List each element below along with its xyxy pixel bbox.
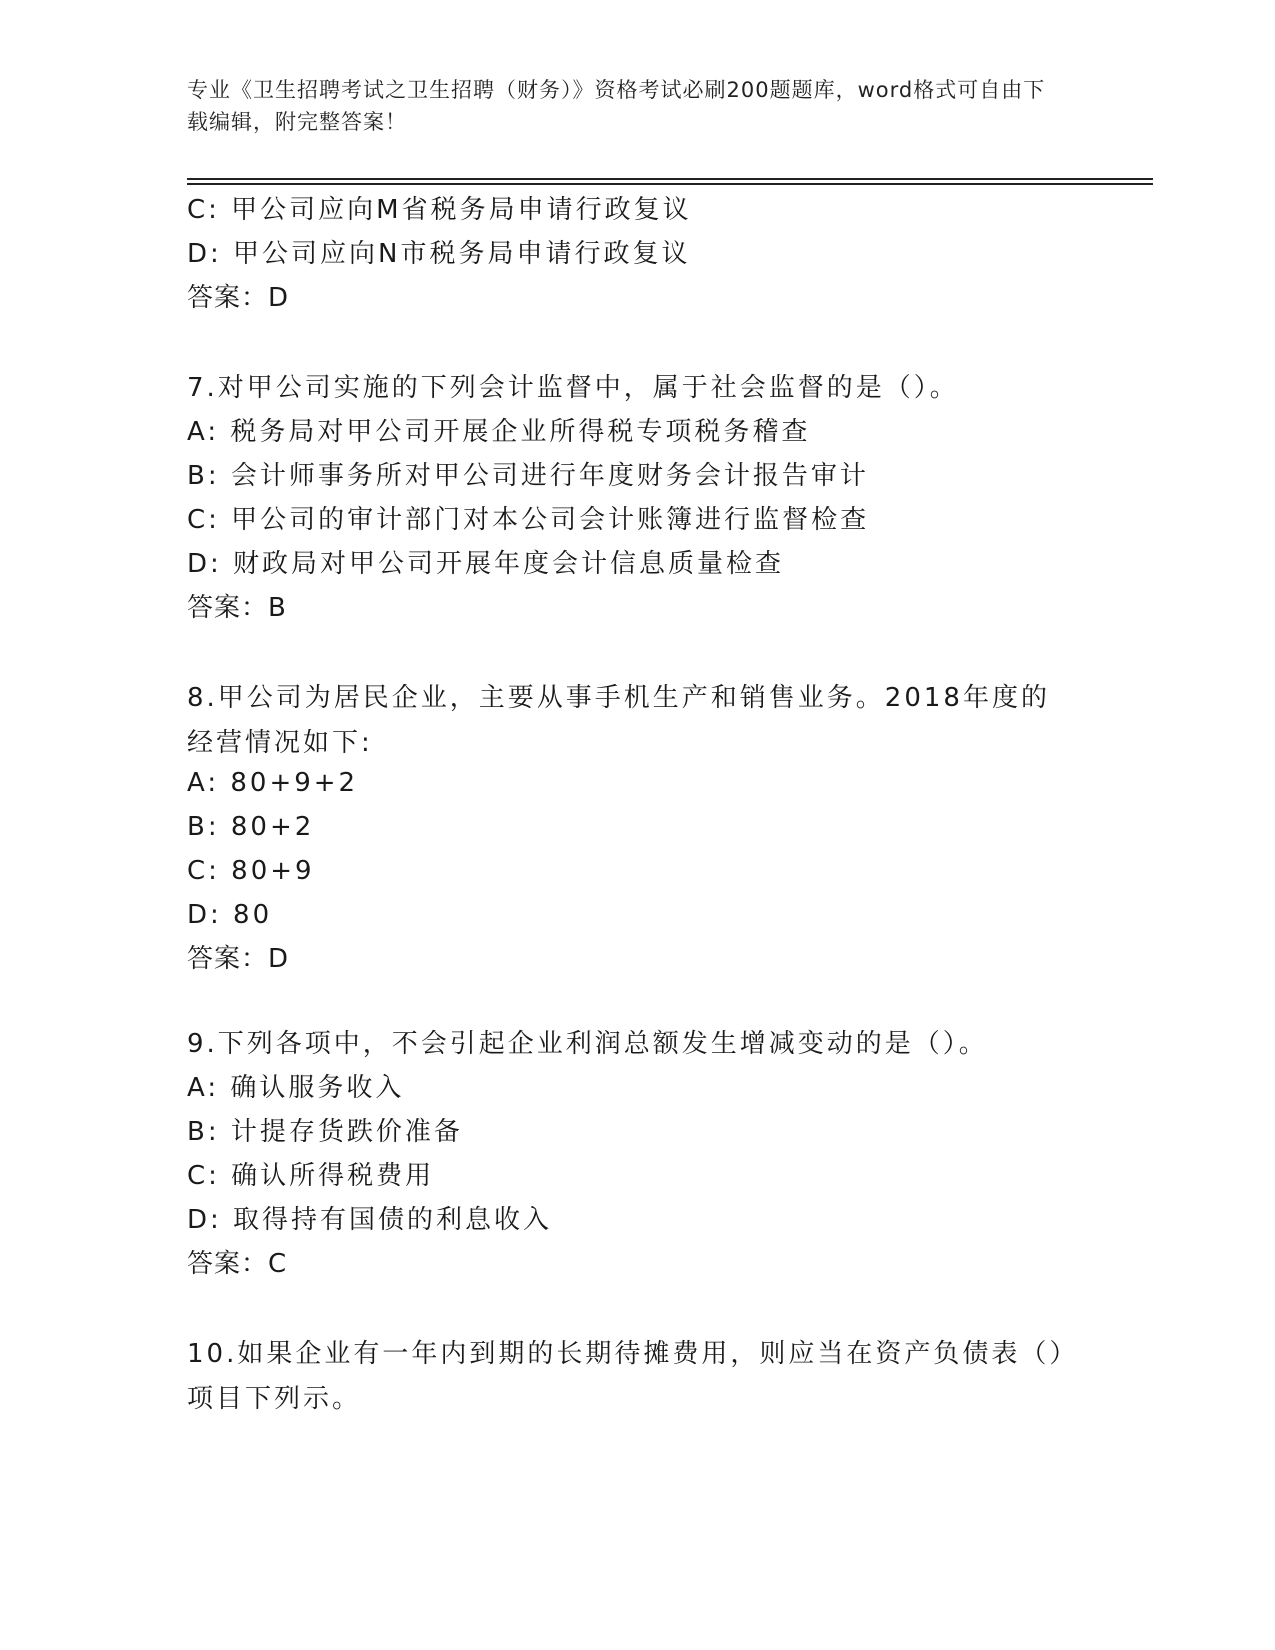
q6-option-d: D: 甲公司应向N市税务局申请行政复议 (187, 239, 691, 269)
q8-answer: 答案：D (187, 944, 290, 974)
q8-option-a: A: 80+9+2 (187, 768, 359, 798)
q8-option-d: D: 80 (187, 900, 273, 930)
q9-option-b: B: 计提存货跌价准备 (187, 1117, 463, 1147)
q9-stem: 9.下列各项中，不会引起企业利润总额发生增减变动的是（）。 (187, 1029, 988, 1059)
q7-stem: 7.对甲公司实施的下列会计监督中，属于社会监督的是（）。 (187, 373, 959, 403)
q6-option-c: C: 甲公司应向M省税务局申请行政复议 (187, 195, 692, 225)
q9-answer: 答案：C (187, 1249, 288, 1279)
q7-option-d: D: 财政局对甲公司开展年度会计信息质量检查 (187, 549, 785, 579)
q9-option-d: D: 取得持有国债的利息收入 (187, 1205, 553, 1235)
q8-stem: 8.甲公司为居民企业，主要从事手机生产和销售业务。2018年度的经营情况如下: (187, 683, 1050, 758)
q7-option-b: B: 会计师事务所对甲公司进行年度财务会计报告审计 (187, 461, 869, 491)
header-divider-top (187, 178, 1153, 180)
q9-option-c: C: 确认所得税费用 (187, 1161, 435, 1191)
q9-option-a: A: 确认服务收入 (187, 1073, 405, 1103)
header-divider-bottom (187, 183, 1153, 185)
q7-option-c: C: 甲公司的审计部门对本公司会计账簿进行监督检查 (187, 505, 870, 535)
q8-option-b: B: 80+2 (187, 812, 315, 842)
q10-stem: 10.如果企业有一年内到期的长期待摊费用，则应当在资产负债表（）项目下列示。 (187, 1339, 1066, 1414)
q7-answer: 答案：B (187, 593, 287, 623)
document-header: 专业《卫生招聘考试之卫生招聘（财务）》资格考试必刷200题题库，word格式可自由下载编辑，附完整答案！ (187, 78, 1046, 134)
q7-option-a: A: 税务局对甲公司开展企业所得税专项税务稽查 (187, 417, 811, 447)
q6-answer: 答案：D (187, 283, 290, 313)
q8-option-c: C: 80+9 (187, 856, 315, 886)
